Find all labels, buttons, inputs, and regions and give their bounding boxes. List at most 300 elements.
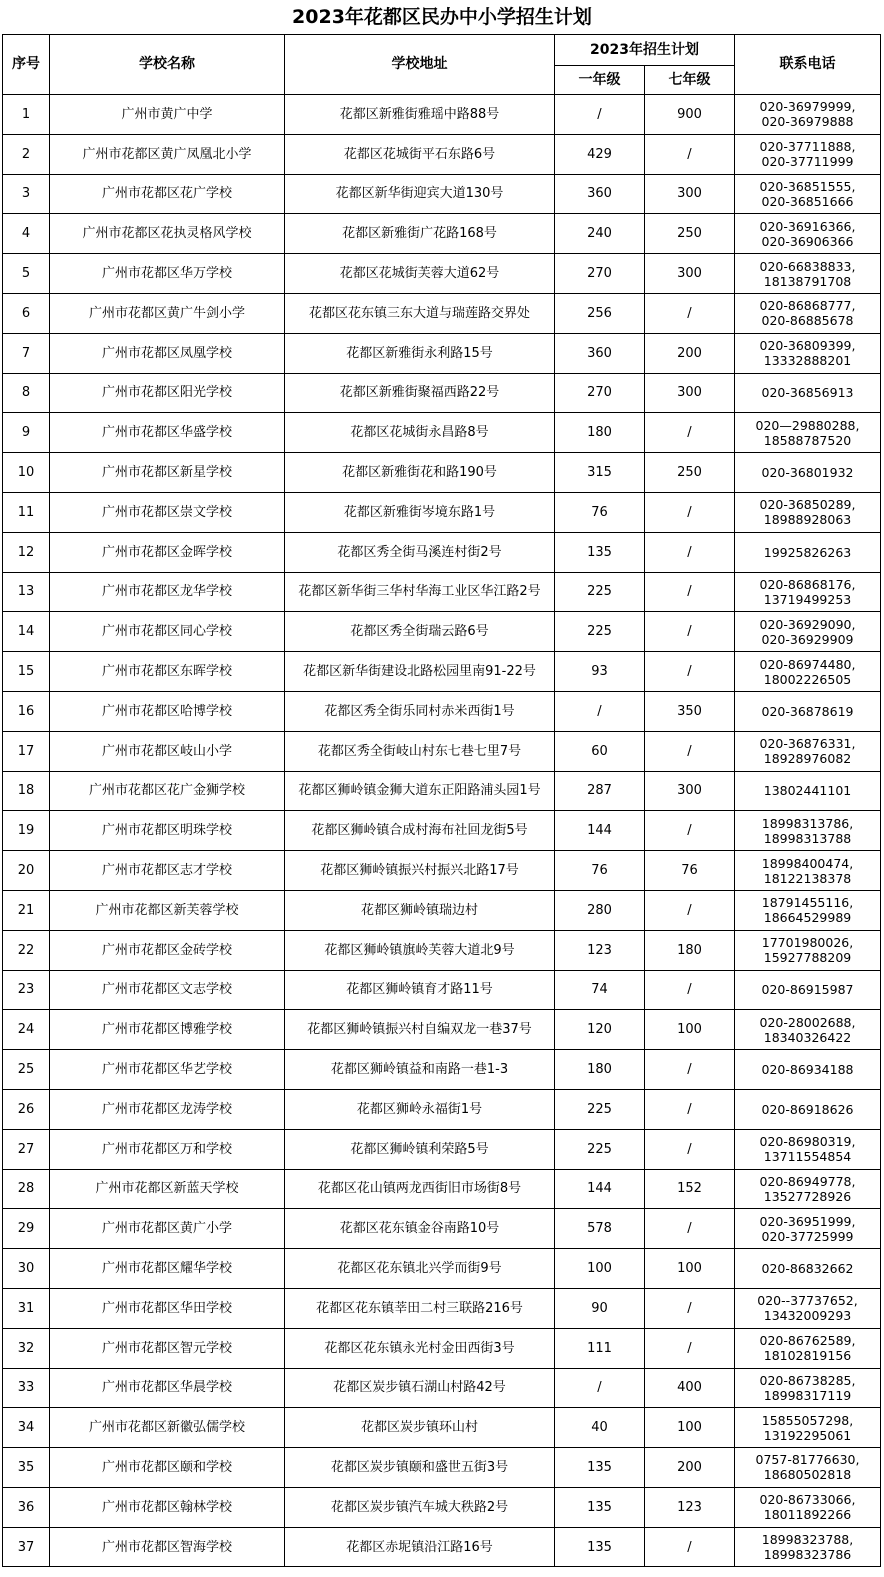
grade-1-cell: 225 [555,612,645,652]
school-name-cell: 广州市花都区翰林学校 [50,1487,285,1527]
grade-7-cell: 900 [645,95,735,135]
phone-number: 020-36878619 [761,703,854,719]
table-row [3,1288,881,1328]
grade-1-cell: 120 [555,1010,645,1050]
phone-cell [735,254,881,294]
school-name-cell: 广州市花都区金砖学校 [50,930,285,970]
phone-number: 020-86738285, [759,1372,856,1388]
header-grade-1: 一年级 [555,66,645,95]
phone-cell [735,134,881,174]
seq-cell: 21 [3,890,50,930]
phone-number: 020-28002688, [759,1014,856,1030]
school-name-cell: 广州市花都区耀华学校 [50,1249,285,1289]
school-address-cell: 花都区花东镇金谷南路10号 [285,1209,555,1249]
school-name-cell: 广州市花都区黄广凤凰北小学 [50,134,285,174]
table-row [3,572,881,612]
school-name-cell: 广州市花都区智海学校 [50,1527,285,1567]
school-name-cell: 广州市花都区华盛学校 [50,413,285,453]
table-row [3,532,881,572]
school-name-cell: 广州市花都区华田学校 [50,1288,285,1328]
phone-number: 020—29880288, [755,417,860,433]
school-address-cell: 花都区花城街芙蓉大道62号 [285,254,555,294]
school-address-cell: 花都区狮岭镇利荣路5号 [285,1129,555,1169]
school-name-cell: 广州市花都区文志学校 [50,970,285,1010]
phone-cell [735,1209,881,1249]
grade-1-cell: 135 [555,532,645,572]
page-title: 2023年花都区民办中小学招生计划 [292,6,592,28]
seq-cell: 29 [3,1209,50,1249]
seq-cell: 25 [3,1050,50,1090]
phone-number: 0757-81776630, [755,1452,860,1468]
grade-7-cell: / [645,1288,735,1328]
phone-cell [735,1288,881,1328]
school-address-cell: 花都区炭步镇汽车城大秩路2号 [285,1487,555,1527]
phone-number: 19925826263 [763,544,852,560]
phone-number: 18928976082 [763,751,852,767]
table-row [3,1010,881,1050]
phone-number: 020-86974480, [759,656,856,672]
phone-cell [735,572,881,612]
header-school-name: 学校名称 [50,35,285,95]
phone-number: 020-66838833, [759,258,856,274]
school-name-cell: 广州市花都区新徽弘儒学校 [50,1408,285,1448]
phone-number: 18102819156 [763,1348,852,1364]
phone-number: 13432009293 [763,1308,852,1324]
seq-cell: 33 [3,1368,50,1408]
school-address-cell: 花都区狮岭永福街1号 [285,1089,555,1129]
grade-7-cell: 250 [645,453,735,493]
table-row [3,333,881,373]
table-row [3,413,881,453]
seq-cell: 5 [3,254,50,294]
phone-number: 18664529989 [763,910,852,926]
seq-cell: 10 [3,453,50,493]
school-address-cell: 花都区狮岭镇振兴村振兴北路17号 [285,851,555,891]
phone-number: 18998323786 [763,1547,852,1563]
table-row [3,1328,881,1368]
seq-cell: 34 [3,1408,50,1448]
grade-1-cell: 256 [555,293,645,333]
school-address-cell: 花都区新华街迎宾大道130号 [285,174,555,214]
phone-cell [735,413,881,453]
phone-number: 020-36801932 [761,465,854,481]
grade-7-cell: / [645,1328,735,1368]
grade-7-cell: / [645,1209,735,1249]
phone-number: 020-36856913 [761,385,854,401]
school-address-cell: 花都区新雅街花和路190号 [285,453,555,493]
table-row [3,811,881,851]
school-address-cell: 花都区秀全街岐山村东七巷七里7号 [285,731,555,771]
table-row [3,1448,881,1488]
school-name-cell: 广州市花都区龙涛学校 [50,1089,285,1129]
school-address-cell: 花都区秀全街乐同村赤米西街1号 [285,691,555,731]
phone-number: 13332888201 [763,353,852,369]
grade-1-cell: 90 [555,1288,645,1328]
school-address-cell: 花都区新雅街岑境东路1号 [285,492,555,532]
school-address-cell: 花都区新雅街聚福西路22号 [285,373,555,413]
grade-1-cell: 100 [555,1249,645,1289]
phone-cell [735,1487,881,1527]
grade-7-cell: / [645,293,735,333]
phone-cell [735,1249,881,1289]
grade-1-cell: / [555,1368,645,1408]
seq-cell: 11 [3,492,50,532]
phone-cell [735,1328,881,1368]
table-row [3,293,881,333]
phone-number: 15927788209 [763,950,852,966]
phone-cell [735,970,881,1010]
phone-cell [735,214,881,254]
grade-1-cell: 225 [555,1089,645,1129]
school-address-cell: 花都区新华街建设北路松园里南91-22号 [285,652,555,692]
school-address-cell: 花都区秀全街瑞云路6号 [285,612,555,652]
phone-number: 020-36979888 [761,114,854,130]
grade-1-cell: 40 [555,1408,645,1448]
grade-1-cell: 135 [555,1487,645,1527]
table-row [3,1129,881,1169]
grade-7-cell: 180 [645,930,735,970]
school-name-cell: 广州市花都区博雅学校 [50,1010,285,1050]
phone-number: 18122138378 [763,870,852,886]
grade-7-cell: / [645,572,735,612]
school-address-cell: 花都区花东镇北兴学而街9号 [285,1249,555,1289]
grade-1-cell: 180 [555,413,645,453]
school-name-cell: 广州市花都区花广学校 [50,174,285,214]
school-name-cell: 广州市花都区阳光学校 [50,373,285,413]
school-name-cell: 广州市花都区志才学校 [50,851,285,891]
seq-cell: 28 [3,1169,50,1209]
phone-number: 18998317119 [763,1387,852,1403]
school-address-cell: 花都区炭步镇颐和盛世五街3号 [285,1448,555,1488]
phone-number: 18998313788 [763,830,852,846]
grade-7-cell: / [645,1129,735,1169]
seq-cell: 19 [3,811,50,851]
grade-7-cell: 76 [645,851,735,891]
school-address-cell: 花都区赤坭镇沿江路16号 [285,1527,555,1567]
school-name-cell: 广州市花都区金晖学校 [50,532,285,572]
school-address-cell: 花都区花东镇永光村金田西街3号 [285,1328,555,1368]
school-name-cell: 广州市花都区华艺学校 [50,1050,285,1090]
grade-7-cell: 350 [645,691,735,731]
school-name-cell: 广州市花都区哈博学校 [50,691,285,731]
school-name-cell: 广州市花都区华晨学校 [50,1368,285,1408]
grade-1-cell: 225 [555,1129,645,1169]
seq-cell: 20 [3,851,50,891]
school-name-cell: 广州市花都区花广金狮学校 [50,771,285,811]
grade-7-cell: / [645,1050,735,1090]
grade-7-cell: / [645,413,735,453]
phone-number: 18011892266 [763,1507,852,1523]
phone-number: 020-36850289, [759,497,856,513]
phone-number: 13192295061 [763,1427,852,1443]
phone-number: 15855057298, [761,1412,854,1428]
school-address-cell: 花都区狮岭镇振兴村自编双龙一巷37号 [285,1010,555,1050]
grade-1-cell: 135 [555,1527,645,1567]
grade-1-cell: 60 [555,731,645,771]
grade-7-cell: / [645,134,735,174]
school-address-cell: 花都区狮岭镇合成村海布社回龙街5号 [285,811,555,851]
seq-cell: 36 [3,1487,50,1527]
table-row [3,1169,881,1209]
phone-number: 18138791708 [763,273,852,289]
grade-1-cell: 280 [555,890,645,930]
school-name-cell: 广州市黄广中学 [50,95,285,135]
table-row [3,1368,881,1408]
phone-number: 020-86885678 [761,313,854,329]
header-enrollment-plan: 2023年招生计划 [555,35,735,66]
grade-1-cell: 270 [555,254,645,294]
school-name-cell: 广州市花都区新星学校 [50,453,285,493]
grade-7-cell: / [645,1527,735,1567]
table-row [3,1089,881,1129]
grade-7-cell: / [645,532,735,572]
phone-number: 020--37737652, [757,1293,858,1309]
header-phone: 联系电话 [735,35,881,95]
phone-cell [735,930,881,970]
school-address-cell: 花都区花东镇莘田二村三联路216号 [285,1288,555,1328]
table-row [3,1487,881,1527]
grade-1-cell: 240 [555,214,645,254]
seq-cell: 32 [3,1328,50,1368]
phone-number: 13527728926 [763,1188,852,1204]
grade-1-cell: 135 [555,1448,645,1488]
phone-number: 020-36979999, [759,99,856,115]
table-row [3,134,881,174]
grade-1-cell: 76 [555,851,645,891]
phone-cell [735,691,881,731]
grade-1-cell: 429 [555,134,645,174]
grade-1-cell: 270 [555,373,645,413]
seq-cell: 6 [3,293,50,333]
seq-cell: 8 [3,373,50,413]
grade-7-cell: 100 [645,1010,735,1050]
phone-cell [735,1050,881,1090]
phone-number: 18988928063 [763,512,852,528]
table-row [3,214,881,254]
seq-cell: 37 [3,1527,50,1567]
table-row [3,731,881,771]
seq-cell: 22 [3,930,50,970]
school-name-cell: 广州市花都区万和学校 [50,1129,285,1169]
grade-7-cell: 152 [645,1169,735,1209]
table-row [3,95,881,135]
phone-number: 020-37711888, [759,139,856,155]
school-name-cell: 广州市花都区龙华学校 [50,572,285,612]
grade-7-cell: 100 [645,1408,735,1448]
phone-number: 020-37725999 [761,1228,854,1244]
phone-number: 020-36951999, [759,1213,856,1229]
seq-cell: 18 [3,771,50,811]
seq-cell: 30 [3,1249,50,1289]
school-name-cell: 广州市花都区明珠学校 [50,811,285,851]
grade-7-cell: 300 [645,771,735,811]
grade-1-cell: 315 [555,453,645,493]
grade-7-cell: / [645,612,735,652]
phone-cell [735,1089,881,1129]
grade-1-cell: 111 [555,1328,645,1368]
school-name-cell: 广州市花都区新芙蓉学校 [50,890,285,930]
seq-cell: 2 [3,134,50,174]
grade-1-cell: 93 [555,652,645,692]
school-address-cell: 花都区新华街三华村华海工业区华江路2号 [285,572,555,612]
grade-7-cell: / [645,1089,735,1129]
seq-cell: 15 [3,652,50,692]
phone-number: 13802441101 [763,783,852,799]
phone-number: 020-86868777, [759,298,856,314]
school-address-cell: 花都区新雅街雅瑶中路88号 [285,95,555,135]
grade-1-cell: 76 [555,492,645,532]
phone-number: 18791455116, [761,895,854,911]
grade-1-cell: / [555,95,645,135]
grade-7-cell: / [645,731,735,771]
phone-cell [735,1129,881,1169]
grade-7-cell: 400 [645,1368,735,1408]
header-seq: 序号 [3,35,50,95]
grade-7-cell: 200 [645,333,735,373]
table-row [3,930,881,970]
phone-number: 020-86934188 [761,1062,854,1078]
school-address-cell: 花都区花东镇三东大道与瑞莲路交界处 [285,293,555,333]
grade-7-cell: 200 [645,1448,735,1488]
seq-cell: 17 [3,731,50,771]
phone-number: 18998400474, [761,855,854,871]
grade-7-cell: / [645,970,735,1010]
school-address-cell: 花都区狮岭镇益和南路一巷1-3 [285,1050,555,1090]
phone-cell [735,851,881,891]
grade-1-cell: 123 [555,930,645,970]
school-name-cell: 广州市花都区颐和学校 [50,1448,285,1488]
seq-cell: 1 [3,95,50,135]
enrollment-table [2,34,881,1567]
phone-cell [735,771,881,811]
phone-cell [735,652,881,692]
phone-cell [735,811,881,851]
school-name-cell: 广州市花都区华万学校 [50,254,285,294]
header-school-address: 学校地址 [285,35,555,95]
grade-7-cell: 250 [645,214,735,254]
table-row [3,1209,881,1249]
table-row [3,851,881,891]
grade-7-cell: / [645,890,735,930]
table-row [3,1527,881,1567]
school-address-cell: 花都区花城街永昌路8号 [285,413,555,453]
phone-cell [735,532,881,572]
phone-number: 13719499253 [763,591,852,607]
school-address-cell: 花都区新雅街永利路15号 [285,333,555,373]
grade-1-cell: 180 [555,1050,645,1090]
school-name-cell: 广州市花都区同心学校 [50,612,285,652]
phone-number: 020-86832662 [761,1261,854,1276]
table-row [3,771,881,811]
grade-1-cell: 287 [555,771,645,811]
school-address-cell: 花都区花山镇两龙西街旧市场街8号 [285,1169,555,1209]
phone-cell [735,95,881,135]
school-address-cell: 花都区炭步镇环山村 [285,1408,555,1448]
table-row [3,254,881,294]
table-row [3,174,881,214]
grade-1-cell: 225 [555,572,645,612]
school-address-cell: 花都区秀全街马溪连村街2号 [285,532,555,572]
school-name-cell: 广州市花都区崇文学校 [50,492,285,532]
table-row [3,373,881,413]
grade-1-cell: 578 [555,1209,645,1249]
phone-cell [735,890,881,930]
phone-cell [735,333,881,373]
seq-cell: 35 [3,1448,50,1488]
table-row [3,652,881,692]
phone-number: 020-36876331, [759,736,856,752]
school-address-cell: 花都区狮岭镇旗岭芙蓉大道北9号 [285,930,555,970]
seq-cell: 13 [3,572,50,612]
seq-cell: 7 [3,333,50,373]
grade-7-cell: 100 [645,1249,735,1289]
grade-7-cell: / [645,492,735,532]
school-name-cell: 广州市花都区智元学校 [50,1328,285,1368]
school-name-cell: 广州市花都区东晖学校 [50,652,285,692]
phone-cell [735,612,881,652]
phone-cell [735,492,881,532]
grade-7-cell: 300 [645,373,735,413]
grade-7-cell: 300 [645,254,735,294]
seq-cell: 16 [3,691,50,731]
seq-cell: 26 [3,1089,50,1129]
school-name-cell: 广州市花都区新蓝天学校 [50,1169,285,1209]
phone-number: 020-36851666 [761,193,854,209]
phone-number: 020-86949778, [759,1173,856,1189]
grade-7-cell: 300 [645,174,735,214]
school-name-cell: 广州市花都区花执灵格风学校 [50,214,285,254]
phone-number: 18998323788, [761,1532,854,1548]
phone-cell [735,1408,881,1448]
school-address-cell: 花都区狮岭镇金狮大道东正阳路浦头园1号 [285,771,555,811]
phone-number: 18680502818 [763,1467,852,1483]
phone-cell [735,1169,881,1209]
phone-number: 18588787520 [763,432,852,448]
phone-number: 020-86918626 [761,1101,854,1117]
table-row [3,691,881,731]
phone-number: 020-86868176, [759,576,856,592]
phone-number: 020-36929909 [761,631,854,647]
table-row [3,890,881,930]
grade-7-cell: 123 [645,1487,735,1527]
phone-cell [735,373,881,413]
header-grade-7: 七年级 [645,66,735,95]
phone-number: 020-86915987 [761,982,854,998]
school-address-cell: 花都区狮岭镇瑞边村 [285,890,555,930]
grade-7-cell: / [645,811,735,851]
phone-number: 020-36851555, [759,178,856,194]
phone-number: 020-36929090, [759,616,856,632]
phone-cell [735,1527,881,1567]
grade-7-cell: / [645,652,735,692]
phone-number: 18340326422 [763,1029,852,1045]
grade-1-cell: 360 [555,174,645,214]
seq-cell: 14 [3,612,50,652]
grade-1-cell: / [555,691,645,731]
phone-cell [735,174,881,214]
table-row [3,1408,881,1448]
phone-number: 17701980026, [761,935,854,951]
seq-cell: 12 [3,532,50,572]
table-row [3,492,881,532]
grade-1-cell: 74 [555,970,645,1010]
phone-cell [735,293,881,333]
grade-1-cell: 360 [555,333,645,373]
seq-cell: 23 [3,970,50,1010]
phone-number: 18998313786, [761,815,854,831]
table-row [3,1249,881,1289]
phone-number: 020-86762589, [759,1333,856,1349]
